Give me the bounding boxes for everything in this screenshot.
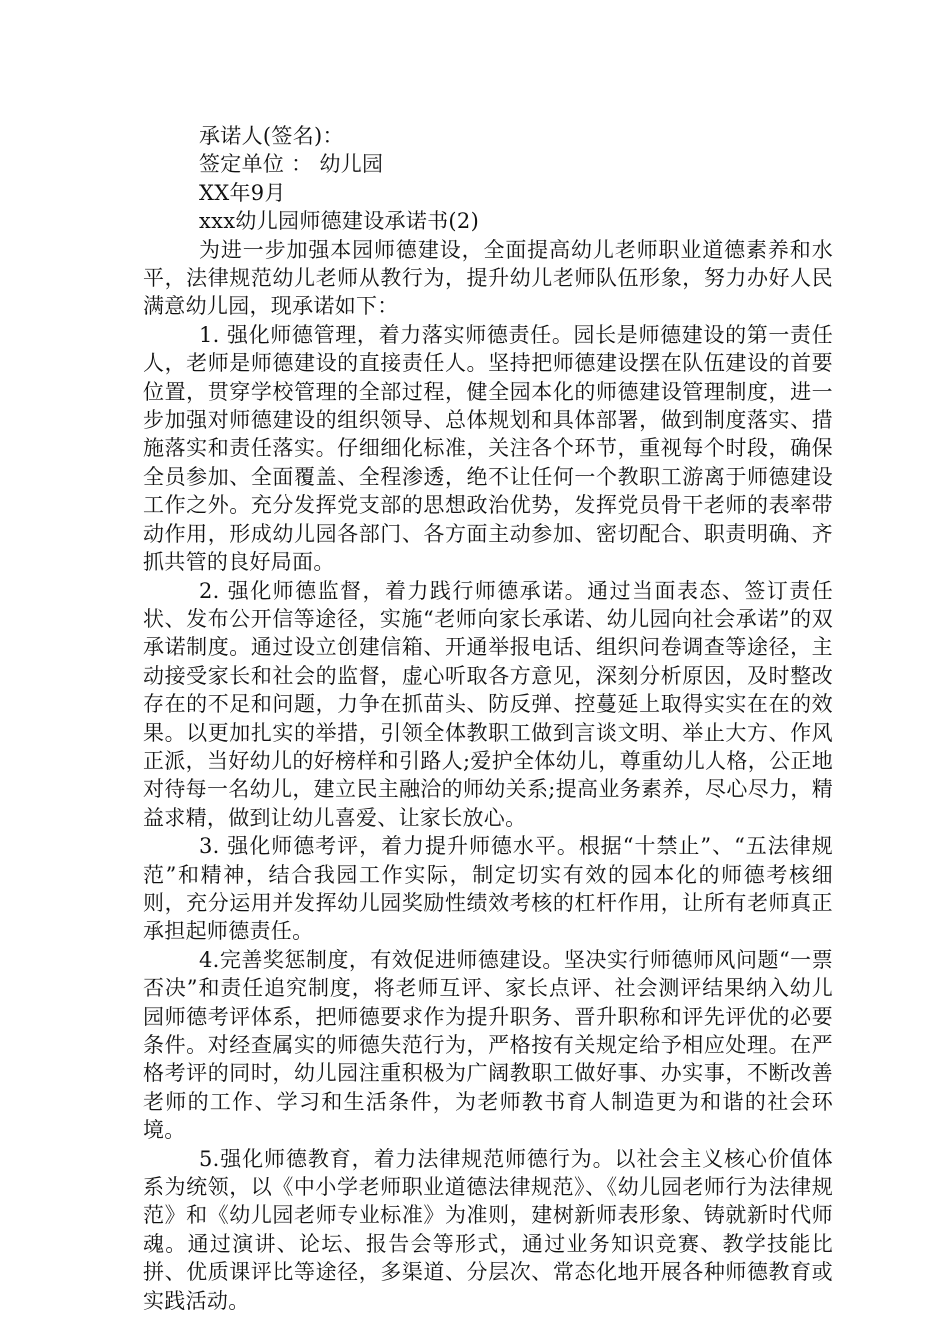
commitment-item-5: 5.强化师德教育，着力法律规范师德行为。以社会主义核心价值体系为统领，以《中小学老师职业道德法律规范》、《幼儿园老师行为法律规范》和《幼儿园老师专业标准》为准则，建树新师表形象、铸就新时代师魂。通过演讲、论坛、报告会等形式，通过业务知识竞赛、教学技能比拼、优质课评比等途径，多渠道、分层次、常态化地开展各种师德教育或实践活动。 (143, 1146, 833, 1313)
document-body (143, 122, 833, 1315)
document-title: xxx幼儿园师德建设承诺书(2) (199, 209, 480, 234)
commitment-item-1: 1. 强化师德管理，着力落实师德责任。园长是师德建设的第一责任人，老师是师德建设的直接责任人。坚持把师德建设摆在队伍建设的首要位置，贯穿学校管理的全部过程，健全园本化的师德建设管理制度，进一步加强对师德建设的组织领导、总体规划和具体部署，做到制度落实、措施落实和责任落实。仔细细化标准，关注各个环节，重视每个时段，确保全员参加、全面覆盖、全程渗透，绝不让任何一个教职工游离于师德建设工作之外。充分发挥党支部的思想政治优势，发挥党员骨干老师的表率带动作用，形成幼儿园各部门、各方面主动参加、密切配合、职责明确、齐抓共管的良好局面。 (143, 322, 833, 575)
commitment-item-3: 3. 强化师德考评，着力提升师德水平。根据“十禁止”、“五法律规范”和精神，结合我园工作实际，制定切实有效的园本化的师德考核细则，充分运用并发挥幼儿园奖励性绩效考核的杠杆作用，让所有老师真正承担起师德责任。 (143, 834, 833, 944)
intro-paragraph: 为进一步加强本园师德建设，全面提高幼儿老师职业道德素养和水平，法律规范幼儿老师从教行为，提升幼儿老师队伍形象，努力办好人民满意幼儿园，现承诺如下： (143, 237, 833, 319)
signing-unit-line: 签定单位 ： 幼儿园 (199, 152, 384, 177)
commitment-item-4: 4.完善奖惩制度，有效促进师德建设。坚决实行师德师风问题“一票否决”和责任追究制度，将老师互评、家长点评、社会测评结果纳入幼儿园师德考评体系，把师德要求作为提升职务、晋升职称和评先评优的必要条件。对经查属实的师德失范行为，严格按有关规定给予相应处理。在严格考评的同时，幼儿园注重积极为广阔教职工做好事、办实事，不断改善老师的工作、学习和生活条件，为老师教书育人制造更为和谐的社会环境。 (143, 947, 833, 1143)
commitment-item-2: 2. 强化师德监督，着力践行师德承诺。通过当面表态、签订责任状、发布公开信等途径，实施“老师向家长承诺、幼儿园向社会承诺”的双承诺制度。通过设立创建信箱、开通举报电话、组织问卷调查等途径，主动接受家长和社会的监督，虚心听取各方意见，深刻分析原因，及时整改存在的不足和问题，力争在抓苗头、防反弹、控蔓延上取得实实在在的效果。以更加扎实的举措，引领全体教职工做到言谈文明、举止大方、作风正派，当好幼儿的好榜样和引路人;爱护全体幼儿，尊重幼儿人格，公正地对待每一名幼儿，建立民主融洽的师幼关系;提高业务素养，尽心尽力，精益求精，做到让幼儿喜爱、让家长放心。 (143, 578, 833, 830)
date-line: XX年9月 (199, 180, 286, 205)
signer-line: 承诺人(签名)： (199, 124, 344, 148)
